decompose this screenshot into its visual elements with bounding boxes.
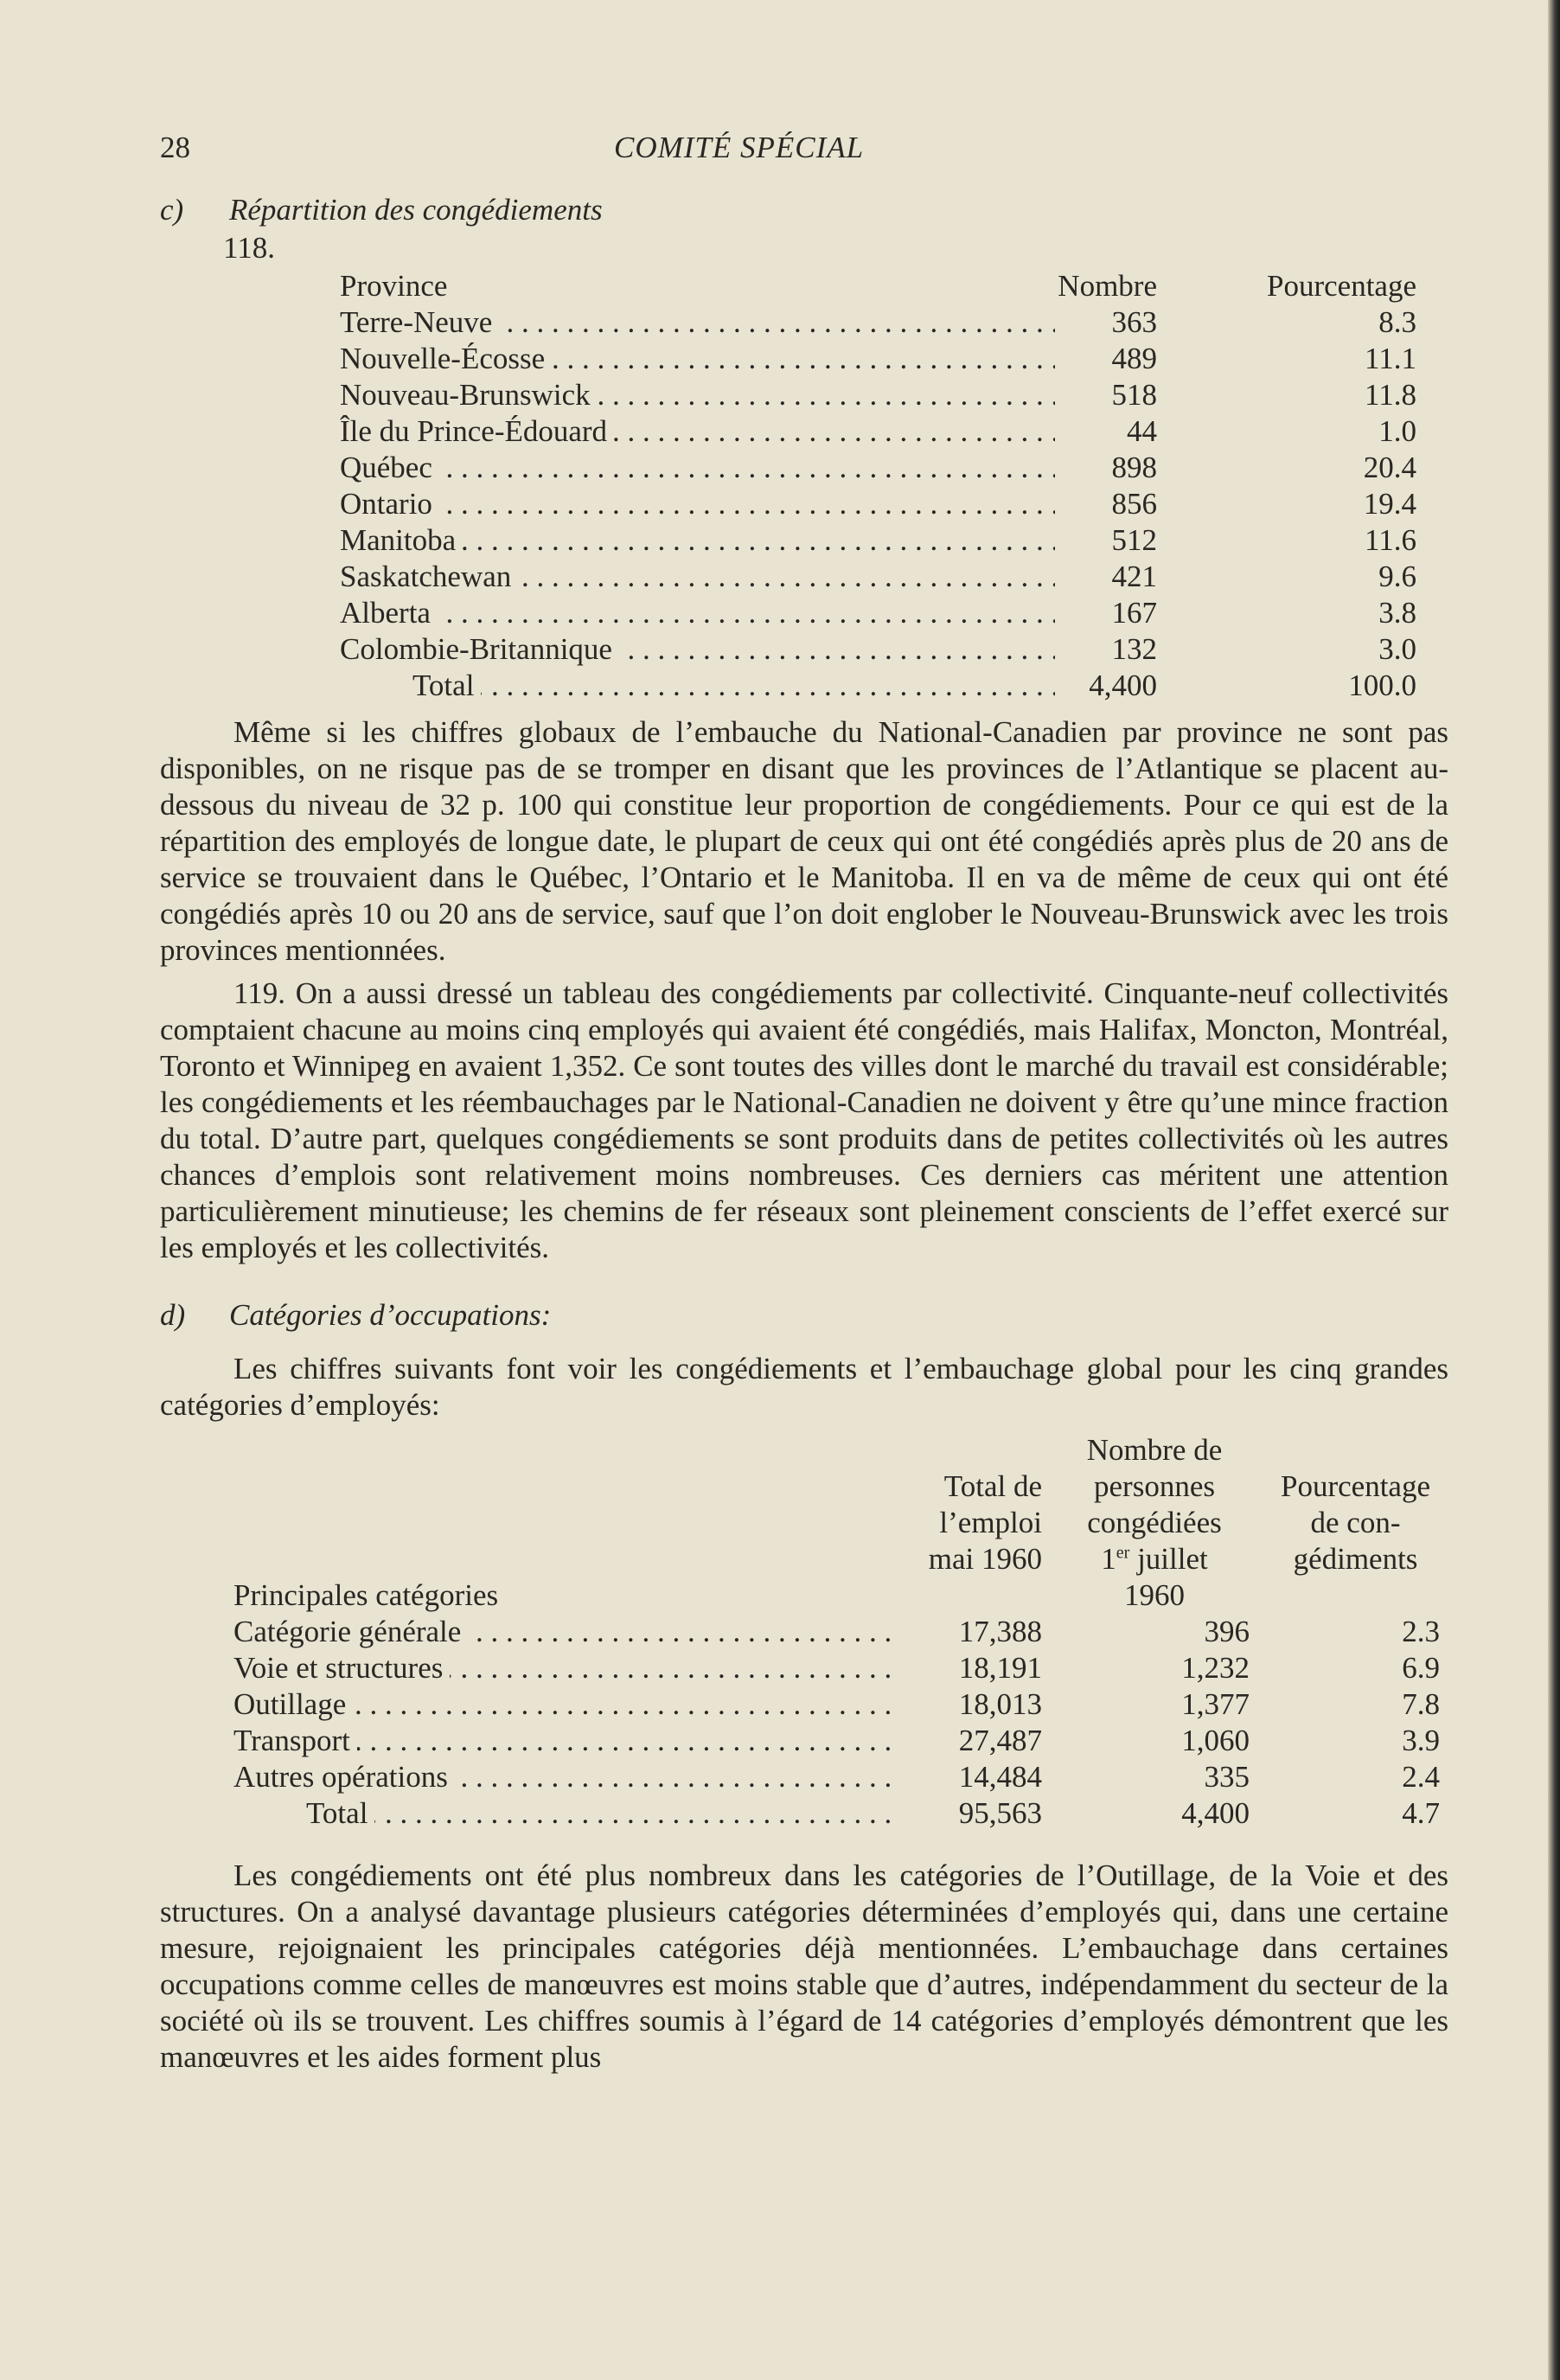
- province-percent: 1.0: [1378, 414, 1416, 448]
- header-province: Province: [340, 269, 454, 303]
- province-count: 421: [1111, 560, 1157, 593]
- page-number: 28: [160, 131, 190, 164]
- header-dismissed: Nombre de personnes congédiées 1er juillet 1960: [1086, 1433, 1223, 1612]
- province-count: 512: [1111, 523, 1157, 557]
- occupation-total-dismissed: 4,400: [1181, 1796, 1250, 1830]
- section-c-label: c): [160, 193, 184, 227]
- table-row: [233, 1650, 1457, 1686]
- table-row: [340, 631, 1421, 668]
- paragraph-number-118: 118.: [223, 231, 275, 265]
- table-row: [340, 486, 1421, 522]
- occupation-total-label: Total: [233, 1796, 374, 1830]
- province-percent: 3.8: [1378, 596, 1416, 630]
- province-percent: 8.3: [1378, 305, 1416, 339]
- occupation-dismissed: 1,377: [1181, 1687, 1250, 1721]
- province-percent: 19.4: [1363, 487, 1416, 521]
- province-name: Terre-Neuve: [340, 305, 499, 339]
- province-percent: 9.6: [1378, 560, 1416, 593]
- province-count: 44: [1127, 414, 1157, 448]
- table-row: [340, 522, 1421, 559]
- table-row: [340, 559, 1421, 595]
- table-row: [340, 595, 1421, 631]
- table-row: [233, 1759, 1457, 1795]
- page-edge: [1548, 0, 1560, 2380]
- table-row: [233, 1686, 1457, 1723]
- occupation-percent: 3.9: [1402, 1724, 1440, 1757]
- occupation-dismissed: 1,060: [1181, 1724, 1250, 1757]
- province-name: Île du Prince-Édouard: [340, 414, 614, 448]
- header-percent-dismissals: Pourcentage de con- gédiments: [1281, 1469, 1430, 1576]
- occupation-category: Transport: [233, 1724, 357, 1757]
- province-count: 489: [1111, 342, 1157, 375]
- province-total-label: Total: [340, 669, 481, 702]
- province-count: 518: [1111, 378, 1157, 412]
- province-total-percent: 100.0: [1348, 669, 1416, 702]
- table-row: [340, 413, 1421, 450]
- page-header: [160, 130, 1448, 171]
- occupation-category: Voie et structures: [233, 1651, 450, 1685]
- province-total-count: 4,400: [1089, 669, 1157, 702]
- header-count: Nombre: [1058, 269, 1157, 303]
- province-name: Québec: [340, 451, 439, 484]
- page-content: [160, 130, 1448, 2076]
- province-table-header: [340, 268, 1421, 304]
- section-d-intro: Les chiffres suivants font voir les congédiements et l’embauchage global pour les cinq grandes catégories d’employés:: [160, 1352, 1448, 1422]
- occupation-dismissed: 335: [1204, 1760, 1250, 1794]
- occupation-category: Outillage: [233, 1687, 353, 1721]
- occupation-employment: 17,388: [958, 1615, 1042, 1648]
- header-employment: Total de l’emploi mai 1960: [928, 1469, 1042, 1576]
- province-name: Manitoba: [340, 523, 463, 557]
- province-percent: 11.1: [1365, 342, 1416, 375]
- occupation-percent: 2.3: [1402, 1615, 1440, 1648]
- occupation-employment: 27,487: [958, 1724, 1042, 1757]
- header-percent: Pourcentage: [1267, 269, 1416, 303]
- province-count: 856: [1111, 487, 1157, 521]
- province-name: Alberta: [340, 596, 438, 630]
- occupation-percent: 7.8: [1402, 1687, 1440, 1721]
- province-count: 898: [1111, 451, 1157, 484]
- section-d-heading: [160, 1297, 1448, 1335]
- province-name: Saskatchewan: [340, 560, 518, 593]
- table-row: [340, 377, 1421, 413]
- province-table: [340, 268, 1421, 704]
- closing-paragraph: Les congédiements ont été plus nombreux dans les catégories de l’Outillage, de la Voie et des structures. On a analysé davantage plusieurs catégories déterminées d’employés qui, dans une certaine mesure, rejoignaient les principales catégories déjà mentionnées. L’embauchage dans certaines occupations comme celles de manœuvres est moins stable que d’autres, indépendamment du secteur de la société où ils se trouvent. Les chiffres soumis à l’égard de 14 catégories d’employés démontrent que les manœuvres et les aides forment plus: [160, 1859, 1448, 2074]
- occupation-total-row: [233, 1795, 1457, 1832]
- province-percent: 11.8: [1365, 378, 1416, 412]
- occupation-percent: 6.9: [1402, 1651, 1440, 1685]
- province-percent: 3.0: [1378, 632, 1416, 666]
- province-name: Ontario: [340, 487, 439, 521]
- province-count: 132: [1111, 632, 1157, 666]
- table-row: [340, 450, 1421, 486]
- province-percent: 20.4: [1363, 451, 1416, 484]
- occupation-total-employment: 95,563: [958, 1796, 1042, 1830]
- paragraph-province-analysis: Même si les chiffres globaux de l’embauche du National-Canadien par province ne sont pas disponibles, on ne risque pas de se tromper en disant que les provinces de l’Atlantique se placent au-dessous du niveau de 32 p. 100 qui constitue leur proportion de congédiements. Pour ce qui est de la répartition des employés de longue date, le plupart de ceux qui ont été congédiés après plus de 20 ans de service se trouvaient dans le Québec, l’Ontario et le Manitoba. Il en va de même de ceux qui ont été congédiés après 10 ou 20 ans de service, sauf que l’on doit englober le Nouveau-Brunswick avec les trois provinces mentionnées.: [160, 715, 1448, 967]
- section-d-title: Catégories d’occupations:: [229, 1298, 552, 1332]
- province-count: 363: [1111, 305, 1157, 339]
- section-d-label: d): [160, 1298, 186, 1332]
- running-head: COMITÉ SPÉCIAL: [614, 131, 865, 164]
- occupation-table-header: [233, 1432, 1457, 1614]
- province-name: Nouvelle-Écosse: [340, 342, 552, 375]
- section-c-title: Répartition des congédiements: [229, 193, 603, 227]
- table-row: [233, 1614, 1457, 1650]
- occupation-total-percent: 4.7: [1402, 1796, 1440, 1830]
- province-count: 167: [1111, 596, 1157, 630]
- table-row: [340, 304, 1421, 341]
- occupation-employment: 18,191: [958, 1651, 1042, 1685]
- province-name: Colombie-Britannique: [340, 632, 619, 666]
- province-name: Nouveau-Brunswick: [340, 378, 598, 412]
- paragraph-119: 119. On a aussi dressé un tableau des congédiements par collectivité. Cinquante-neuf collectivités comptaient chacune au moins cinq employés qui avaient été congédiés, mais Halifax, Moncton, Montréal, Toronto et Winnipeg en avaient 1,352. Ce sont toutes des villes dont le marché du travail est considérable; les congédiements et les réembauchages par le National-Canadien ne doivent y être qu’une mince fraction du total. D’autre part, quelques congédiements se sont produits dans de petites collectivités où les autres chances d’emplois sont relativement moins nombreuses. Ces derniers cas méritent une attention particulièrement minutieuse; les chemins de fer réseaux sont pleinement conscients de l’effet exercé sur les employés et les collectivités.: [160, 976, 1448, 1264]
- occupation-employment: 18,013: [958, 1687, 1042, 1721]
- occupation-dismissed: 1,232: [1181, 1651, 1250, 1685]
- occupation-category: Catégorie générale: [233, 1615, 468, 1648]
- section-c-heading: [160, 192, 1448, 230]
- header-category: Principales catégories: [233, 1578, 499, 1612]
- occupation-table: [233, 1432, 1457, 1832]
- table-row: [340, 341, 1421, 377]
- province-total-row: [340, 668, 1421, 704]
- province-percent: 11.6: [1365, 523, 1416, 557]
- occupation-dismissed: 396: [1204, 1615, 1250, 1648]
- occupation-percent: 2.4: [1402, 1760, 1440, 1794]
- table-row: [233, 1723, 1457, 1759]
- occupation-category: Autres opérations: [233, 1760, 455, 1794]
- occupation-employment: 14,484: [958, 1760, 1042, 1794]
